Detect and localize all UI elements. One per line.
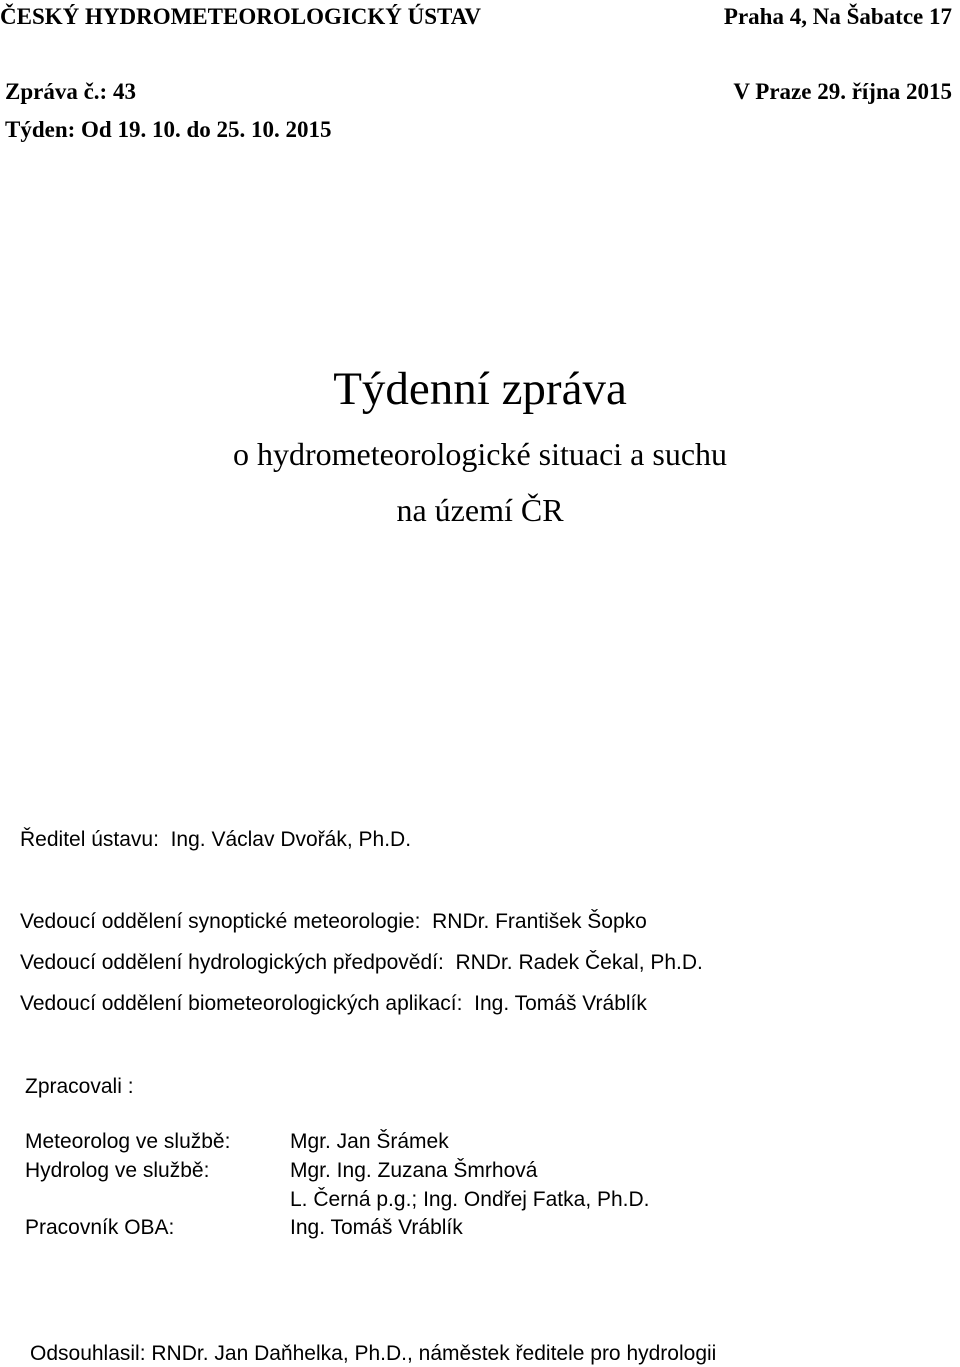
synoptic-head-line: [20, 910, 647, 934]
approval-line: Odsouhlasil: RNDr. Jan Daňhelka, Ph.D., náměstek ředitele pro hydrologii: [30, 1342, 717, 1365]
prepared-name: L. Černá p.g.; Ing. Ondřej Fatka, Ph.D.: [290, 1188, 650, 1211]
institute-name: ČESKÝ HYDROMETEOROLOGICKÝ ÚSTAV: [0, 4, 481, 29]
page-title: Týdenní zpráva: [333, 363, 627, 415]
prepared-heading: Zpracovali :: [25, 1075, 134, 1098]
prepared-name: Mgr. Ing. Zuzana Šmrhová: [290, 1159, 538, 1182]
director-name: Ing. Václav Dvořák, Ph.D.: [170, 828, 412, 851]
prepared-role: Meteorolog ve službě:: [25, 1130, 231, 1153]
page-subtitle-line-1: o hydrometeorologické situaci a suchu: [232, 436, 728, 472]
hydro-head-line: [20, 951, 703, 975]
report-place-date: V Praze 29. října 2015: [733, 79, 952, 104]
biomet-head-name: Ing. Tomáš Vráblík: [474, 992, 647, 1015]
report-number: Zpráva č.: 43: [5, 79, 136, 104]
hydro-head-label: Vedoucí oddělení hydrologických předpovědí:: [20, 951, 444, 974]
prepared-name: Ing. Tomáš Vráblík: [290, 1216, 463, 1239]
director-line: [20, 828, 411, 852]
director-label: Ředitel ústavu:: [20, 828, 159, 851]
hydro-head-name: RNDr. Radek Čekal, Ph.D.: [455, 951, 703, 974]
report-week: Týden: Od 19. 10. do 25. 10. 2015: [5, 117, 332, 142]
prepared-role: Pracovník OBA:: [25, 1216, 175, 1239]
biomet-head-label: Vedoucí oddělení biometeorologických aplikací:: [20, 992, 463, 1015]
biomet-head-line: [20, 992, 647, 1016]
synoptic-head-label: Vedoucí oddělení synoptické meteorologie:: [20, 910, 421, 933]
institute-address: Praha 4, Na Šabatce 17: [723, 4, 952, 29]
page-subtitle-line-2: na území ČR: [396, 492, 564, 528]
prepared-name: Mgr. Jan Šrámek: [290, 1130, 449, 1153]
prepared-role: Hydrolog ve službě:: [25, 1159, 210, 1182]
synoptic-head-name: RNDr. František Šopko: [432, 910, 647, 933]
